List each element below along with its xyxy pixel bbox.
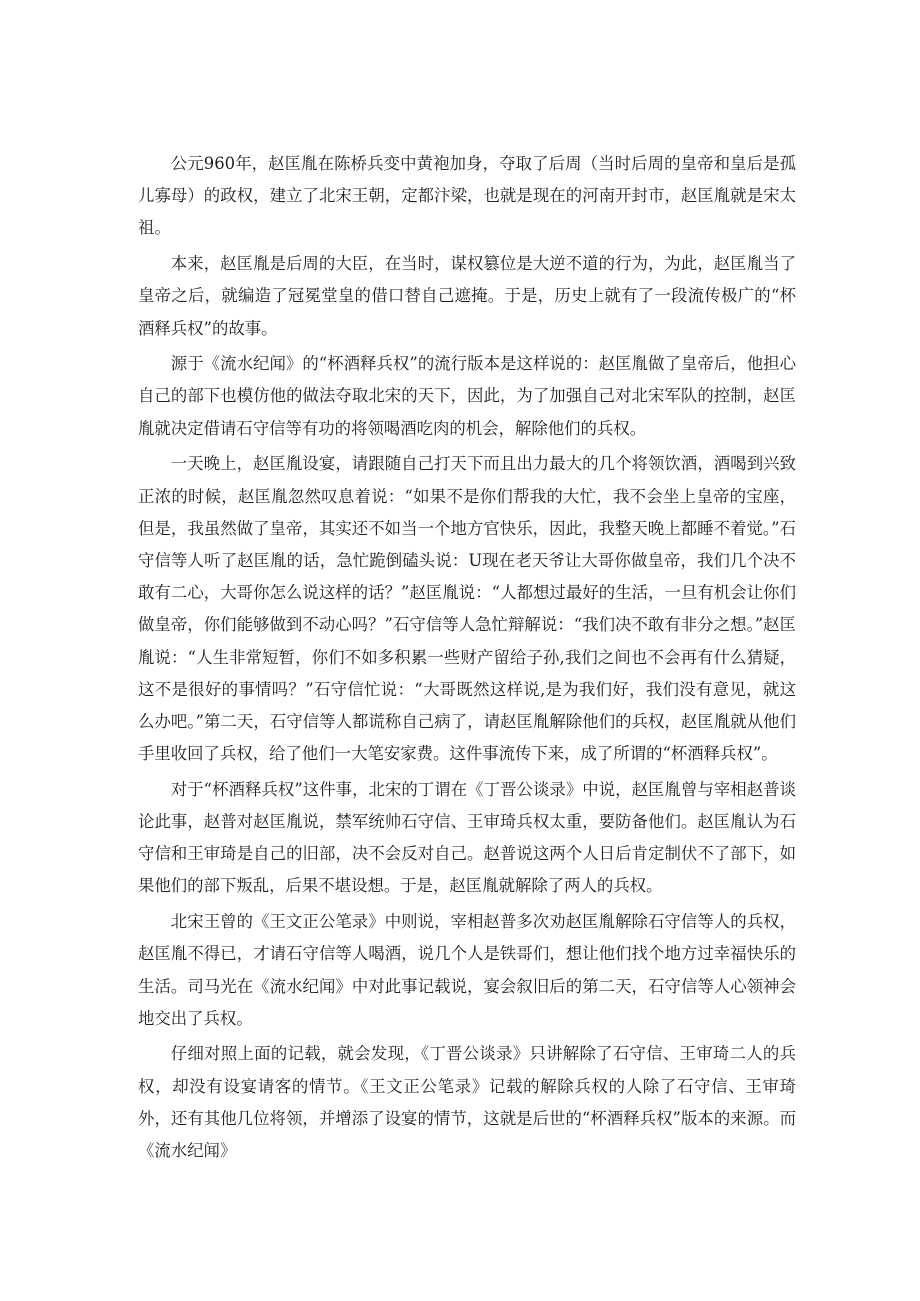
paragraph-7: 仔细对照上面的记载，就会发现，《丁晋公谈录》只讲解除了石守信、王审琦二人的兵权，却没有设宴请客的情节。《王文正公笔录》记载的解除兵权的人除了石守信、王审琦外，还有其他几位将领，并增添了设宴的情节，这就是后世的“杯酒释兵权”版本的来源。而《流水纪闻》 — [138, 1044, 796, 1161]
paragraph-5: 对于“杯酒释兵权”这件事，北宋的丁谓在《丁晋公谈录》中说，赵匡胤曾与宰相赵普谈论此事，赵普对赵匡胤说，禁军统帅石守信、王审琦兵权太重，要防备他们。赵匡胤认为石守信和王审琦是自己的旧部，决不会反对自己。赵普说这两个人日后肯定制伏不了部下，如果他们的部下叛乱，后果不堪设想。于是，赵匡胤就解除了两人的兵权。 — [138, 779, 796, 896]
paragraph-3: 源于《流水纪闻》的“杯酒释兵权”的流行版本是这样说的：赵匡胤做了皇帝后，他担心自己的部下也模仿他的做法夺取北宋的天下，因此，为了加强自己对北宋军队的控制，赵匡胤就决定借请石守信等有功的将领喝酒吃肉的机会，解除他们的兵权。 — [138, 354, 796, 438]
paragraph-6: 北宋王曾的《王文正公笔录》中则说，宰相赵普多次劝赵匡胤解除石守信等人的兵权，赵匡胤不得已，才请石守信等人喝酒，说几个人是铁哥们，想让他们找个地方过幸福快乐的生活。司马光在《流水纪闻》中对此事记载说，宴会叙旧后的第二天，石守信等人心领神会地交出了兵权。 — [138, 912, 796, 1028]
paragraph-4: 一天晚上，赵匡胤设宴，请跟随自己打天下而且出力最大的几个将领饮酒，酒喝到兴致正浓的时候，赵匡胤忽然叹息着说：“如果不是你们帮我的大忙，我不会坐上皇帝的宝座，但是，我虽然做了皇帝，其实还不如当一个地方官快乐，因此，我整天晚上都睡不着觉。”石守信等人听了赵匡胤的话，急忙跪倒磕头说：U现在老天爷让大哥你做皇帝，我们几个决不敢有二心，大哥你怎么说这样的话？”赵匡胤说：“人都想过最好的生活，一旦有机会让你们做皇帝，你们能够做到不动心吗？”石守信等人急忙辩解说：“我们决不敢有非分之想。”赵匡胤说：“人生非常短暂，你们不如多积累一些财产留给子孙,我们之间也不会再有什么猜疑，这不是很好的事情吗？”石守信忙说：“大哥既然这样说,是为我们好，我们没有意见，就这么办吧。”第二天，石守信等人都谎称自己病了，请赵匡胤解除他们的兵权，赵匡胤就从他们手里收回了兵权，给了他们一大笔安家费。这件事流传下来，成了所谓的“杯酒释兵权”。 — [138, 454, 796, 764]
article-body — [138, 148, 796, 1171]
paragraph-1: 公元960年，赵匡胤在陈桥兵变中黄袍加身，夺取了后周（当时后周的皇帝和皇后是孤儿寡母）的政权，建立了北宋王朝，定都汴梁，也就是现在的河南开封市，赵匡胤就是宋太祖。 — [138, 154, 796, 238]
paragraph-2: 本来，赵匡胤是后周的大臣，在当时，谋权篡位是大逆不道的行为，为此，赵匡胤当了皇帝之后，就编造了冠冕堂皇的借口替自己遮掩。于是，历史上就有了一段流传极广的“杯酒释兵权”的故事。 — [138, 254, 796, 338]
